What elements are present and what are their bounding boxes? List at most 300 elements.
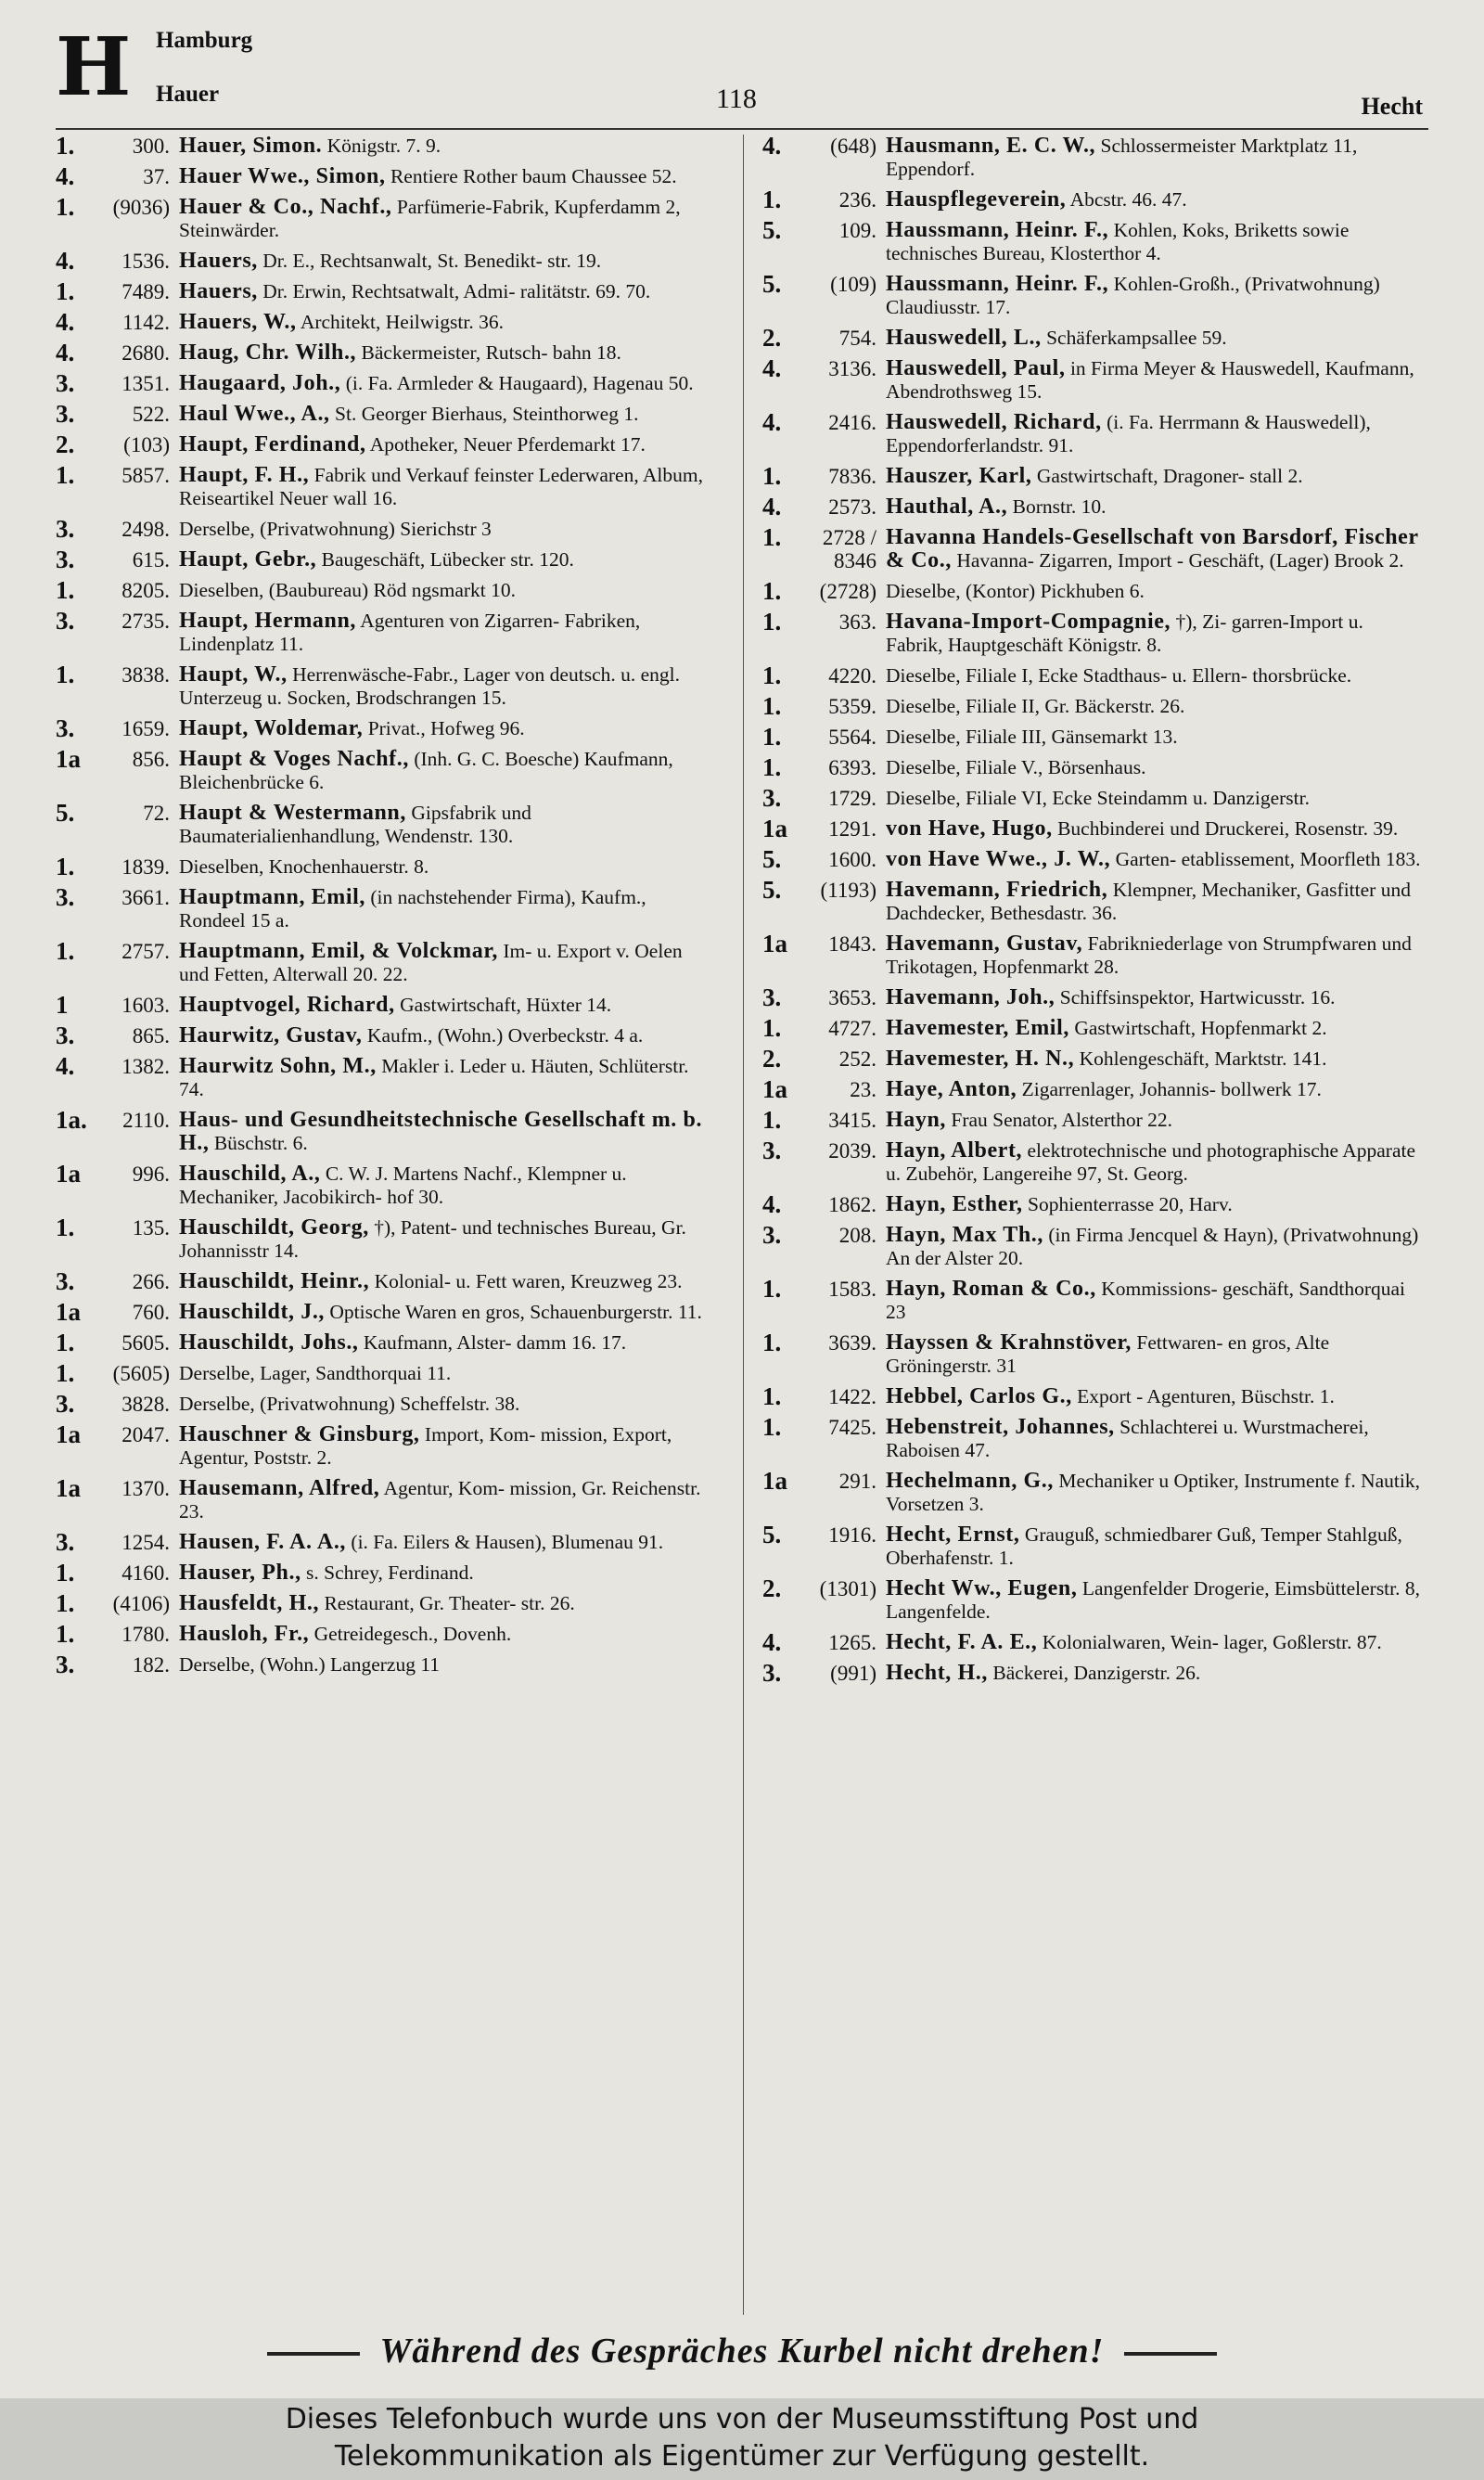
entry-text (179, 1477, 714, 1523)
exchange-code: 3. (56, 515, 75, 543)
phone-number: 1254. (122, 1531, 170, 1554)
right-column (762, 132, 1421, 2315)
phone-number: 865. (132, 1024, 170, 1047)
subscriber-name: Haupt, Ferdinand, (179, 432, 366, 456)
exchange-code: 5. (762, 845, 782, 873)
phone-number: 1382. (122, 1055, 170, 1078)
listing-entry (762, 1467, 1421, 1516)
exchange-code: 1. (56, 1214, 75, 1241)
listing-entry (762, 932, 1421, 979)
listing-entry (56, 1359, 714, 1387)
listing-entry (56, 308, 714, 336)
entry-text (886, 1331, 1421, 1378)
exchange-code: 1a (762, 1075, 787, 1103)
phone-number: 3136. (828, 357, 876, 380)
exchange-code: 1. (56, 937, 75, 965)
listing-entry (56, 1298, 714, 1326)
exchange-code: 3. (762, 784, 782, 812)
listing-entry (762, 462, 1421, 490)
phone-number: 1603. (122, 994, 170, 1017)
listing-entry (762, 354, 1421, 404)
entry-text (886, 495, 1421, 519)
entry-text (179, 1331, 714, 1355)
entry-text (179, 1301, 714, 1324)
phone-number: 5605. (122, 1331, 170, 1355)
listing-entry (762, 1106, 1421, 1134)
entry-text (886, 1523, 1421, 1570)
caption-line-2: Telekommunikation als Eigentümer zur Verfügung gestellt. (334, 2440, 1150, 2473)
entry-text (886, 1047, 1421, 1071)
subscriber-name: Haussmann, Heinr. F., (886, 218, 1109, 242)
exchange-code: 1. (56, 1359, 75, 1387)
listing-entry (56, 799, 714, 848)
phone-number: 1142. (122, 311, 170, 334)
entry-text (179, 518, 714, 541)
entry-text (179, 1623, 714, 1646)
exchange-code: 1a. (56, 1106, 87, 1134)
subscriber-name: Hauschildt, Heinr., (179, 1269, 370, 1293)
phone-number: 5359. (828, 695, 876, 718)
subscriber-details: (in nachstehender Firma), Kaufm., Rondeel 15 a. (179, 886, 646, 932)
subscriber-details: (in Firma Jencquel & Hayn), (Privatwohnung) An der Alster 20. (886, 1224, 1419, 1269)
exchange-code: 1. (762, 1275, 782, 1303)
subscriber-details: Langenfelder Drogerie, Eimsbüttelerstr. 8, Langenfelde. (886, 1577, 1421, 1623)
listing-entry (762, 692, 1421, 720)
entry-text (886, 135, 1421, 181)
phone-number: 291. (838, 1470, 876, 1493)
entry-text (886, 1631, 1421, 1654)
exchange-code: 1. (762, 1014, 782, 1042)
exchange-code: 1. (762, 523, 782, 551)
exchange-code: 5. (762, 876, 782, 904)
phone-number: 754. (838, 327, 876, 350)
exchange-code: 1. (762, 577, 782, 605)
subscriber-name: Hauschildt, Johs., (179, 1330, 359, 1355)
entry-text (179, 1531, 714, 1554)
listing-entry (56, 461, 714, 510)
listing-entry (56, 548, 714, 572)
phone-number: 3415. (828, 1109, 876, 1132)
entry-text (179, 1393, 714, 1416)
phone-number: (648) (830, 135, 876, 158)
entry-text (179, 1055, 714, 1101)
listing-entry (56, 132, 714, 160)
exchange-code: 3. (762, 1221, 782, 1249)
phone-number: 2735. (122, 610, 170, 633)
subscriber-details: Zigarrenlager, Johannis- bollwerk 17. (1017, 1078, 1322, 1100)
subscriber-name: Haupt & Westermann, (179, 801, 406, 825)
exchange-code: 1. (762, 1329, 782, 1356)
listing-entry (56, 1390, 714, 1418)
subscriber-details: Dieselben, (Baubureau) Röd ngsmarkt 10. (179, 579, 517, 601)
subscriber-details: Büschstr. 6. (209, 1132, 308, 1154)
entry-text (179, 341, 714, 365)
phone-number: (103) (123, 433, 170, 456)
listing-entry (762, 723, 1421, 751)
listing-entry (762, 784, 1421, 812)
exchange-code: 2. (762, 324, 782, 352)
exchange-code: 1a (56, 745, 81, 773)
exchange-code: 1. (762, 662, 782, 689)
listing-entry (56, 1331, 714, 1355)
phone-number: 7425. (828, 1416, 876, 1439)
subscriber-details: Kohlengeschäft, Marktstr. 141. (1074, 1047, 1327, 1070)
subscriber-details: Dieselbe, (Kontor) Pickhuben 6. (886, 580, 1145, 602)
entry-text (886, 327, 1421, 350)
listing-entry (762, 188, 1421, 212)
phone-number: 266. (132, 1270, 170, 1293)
entry-text (179, 1216, 714, 1263)
subscriber-name: Hauschner & Ginsburg, (179, 1422, 420, 1446)
listing-entry (762, 408, 1421, 457)
exchange-code: 2. (762, 1045, 782, 1073)
subscriber-name: Haupt, Gebr., (179, 547, 317, 572)
phone-number: 8205. (122, 579, 170, 602)
footer-rule-right (1124, 2352, 1217, 2356)
subscriber-details: Schlossermeister Marktplatz 11, Eppendorf. (886, 135, 1358, 180)
entry-text (886, 1662, 1421, 1685)
subscriber-name: Havana-Import-Compagnie, (886, 610, 1171, 634)
subscriber-name: Hecht, Ernst, (886, 1523, 1020, 1547)
listing-entry (762, 1628, 1421, 1656)
exchange-code: 1a (56, 1298, 81, 1326)
listing-entry (762, 753, 1421, 781)
entry-text (179, 250, 714, 273)
subscriber-details: elektrotechnische und photographische Apparate u. Zubehör, Langereihe 97, St. Georg. (886, 1139, 1416, 1185)
subscriber-name: Hausmann, E. C. W., (886, 134, 1096, 158)
phone-number: 996. (132, 1163, 170, 1186)
phone-number: 7836. (828, 465, 876, 488)
entry-text (886, 1078, 1421, 1101)
entry-text (886, 526, 1421, 572)
subscriber-details: s. Schrey, Ferdinand. (301, 1561, 474, 1584)
phone-number: 182. (132, 1653, 170, 1677)
listing-entry (56, 1267, 714, 1295)
exchange-code: 1a (762, 815, 787, 842)
listing-entry (762, 270, 1421, 319)
phone-number: 236. (838, 188, 876, 212)
listing-columns (56, 132, 1428, 2315)
subscriber-name: Havemann, Friedrich, (886, 878, 1108, 902)
phone-number: 5564. (828, 726, 876, 749)
footer-slogan-line (0, 2331, 1484, 2371)
exchange-code: 3. (56, 1651, 75, 1678)
exchange-code: 5. (56, 799, 75, 827)
listing-entry (762, 216, 1421, 265)
subscriber-details: Schlachterei u. Wurstmacherei, Raboisen 47. (886, 1416, 1369, 1461)
listing-entry (762, 845, 1421, 873)
subscriber-name: Haussmann, Heinr. F., (886, 272, 1109, 296)
subscriber-details: Dr. Erwin, Rechtsatwalt, Admi- ralitätstr. 69. 70. (257, 280, 651, 302)
exchange-code: 1. (56, 1329, 75, 1356)
phone-number: (4106) (112, 1592, 170, 1615)
entry-text (179, 433, 714, 456)
phone-number: (991) (830, 1662, 876, 1685)
entry-text (179, 940, 714, 986)
listing-entry (762, 1659, 1421, 1687)
phone-number: 300. (132, 135, 170, 158)
subscriber-name: Hauspflegeverein, (886, 187, 1067, 212)
subscriber-name: Hecht Ww., Eugen, (886, 1576, 1078, 1600)
entry-text (886, 219, 1421, 265)
entry-text (886, 817, 1421, 841)
entry-text (179, 610, 714, 656)
subscriber-details: St. Georger Bierhaus, Steinthorweg 1. (329, 403, 639, 425)
subscriber-name: Hauers, W., (179, 310, 297, 334)
exchange-code: 1. (762, 692, 782, 720)
section-letter: H (56, 20, 132, 114)
subscriber-details: in Firma Meyer & Hauswedell, Kaufmann, Abendrothsweg 15. (886, 357, 1414, 403)
subscriber-details: Agenturen von Zigarren- Fabriken, Lindenplatz 11. (179, 610, 641, 655)
subscriber-name: Hauszer, Karl, (886, 464, 1032, 488)
exchange-code: 4. (56, 1052, 75, 1080)
exchange-code: 3. (56, 1022, 75, 1049)
subscriber-details: Dieselbe, Filiale I, Ecke Stadthaus- u. Ellern- thorsbrücke. (886, 664, 1352, 687)
exchange-code: 1. (56, 853, 75, 880)
entry-text (179, 663, 714, 710)
listing-entry (56, 1216, 714, 1263)
listing-entry (56, 1106, 714, 1155)
subscriber-name: Haupt, Woldemar, (179, 716, 364, 740)
phone-number: 3639. (828, 1331, 876, 1355)
subscriber-name: Haus- und Gesundheitstechnische Gesellschaft m. b. H., (179, 1108, 703, 1155)
listing-entry (56, 430, 714, 458)
exchange-code: 4. (762, 1628, 782, 1656)
entry-text (886, 273, 1421, 319)
subscriber-name: Havemester, Emil, (886, 1016, 1069, 1040)
entry-text (179, 579, 714, 602)
phone-number: 2416. (828, 411, 876, 434)
exchange-code: 1a (762, 1467, 787, 1495)
listing-entry (56, 576, 714, 604)
listing-entry (56, 1589, 714, 1617)
listing-entry (56, 369, 714, 397)
archive-caption (0, 2401, 1484, 2475)
entry-text (179, 403, 714, 426)
exchange-code: 3. (56, 546, 75, 573)
left-column (56, 132, 714, 2315)
subscriber-details: Dieselben, Knochenhauerstr. 8. (179, 855, 429, 878)
subscriber-details: Baugeschäft, Lübecker str. 120. (316, 548, 574, 571)
exchange-code: 1 (56, 991, 69, 1019)
exchange-code: 1. (56, 1559, 75, 1587)
subscriber-details: Apotheker, Neuer Pferdemarkt 17. (365, 433, 646, 456)
exchange-code: 3. (762, 983, 782, 1011)
entry-text (179, 1270, 714, 1293)
entry-text (886, 695, 1421, 718)
exchange-code: 1. (56, 132, 75, 160)
exchange-code: 3. (56, 400, 75, 428)
listing-entry (762, 1221, 1421, 1270)
subscriber-name: Haye, Anton, (886, 1077, 1017, 1101)
entry-text (886, 879, 1421, 925)
entry-text (886, 756, 1421, 779)
exchange-code: 4. (762, 408, 782, 436)
phone-number: 1659. (122, 717, 170, 740)
subscriber-details: Kolonialwaren, Wein- lager, Goßlerstr. 87. (1037, 1631, 1382, 1653)
subscriber-name: von Have Wwe., J. W., (886, 847, 1111, 871)
exchange-code: 1. (762, 1413, 782, 1441)
listing-entry (56, 937, 714, 986)
entry-text (179, 1024, 714, 1047)
listing-entry (56, 162, 714, 190)
phone-number: 1839. (122, 855, 170, 879)
phone-number: 4160. (122, 1561, 170, 1585)
phone-number: (5605) (112, 1362, 170, 1385)
phone-number: (2728) (819, 580, 876, 603)
phone-number: 3838. (122, 663, 170, 687)
entry-text (886, 726, 1421, 749)
exchange-code: 3. (56, 1528, 75, 1556)
exchange-code: 3. (56, 714, 75, 742)
phone-number: 1265. (828, 1631, 876, 1654)
subscriber-details: Getreidegesch., Dovenh. (309, 1623, 512, 1645)
exchange-code: 1a (56, 1160, 81, 1188)
subscriber-name: Haupt, W., (179, 662, 288, 687)
subscriber-name: Hauers, (179, 249, 258, 273)
subscriber-name: Hauschild, A., (179, 1162, 321, 1186)
listing-entry (762, 1047, 1421, 1071)
subscriber-details: Fabrik und Verkauf feinster Lederwaren, Album, Reiseartikel Neuer wall 16. (179, 464, 703, 509)
listing-entry (762, 1275, 1421, 1324)
phone-number: (109) (830, 273, 876, 296)
subscriber-name: von Have, Hugo, (886, 816, 1053, 841)
listing-entry (762, 1331, 1421, 1378)
subscriber-name: Havemann, Joh., (886, 985, 1055, 1009)
phone-number: (1301) (819, 1577, 876, 1600)
subscriber-name: Hauswedell, L., (886, 326, 1042, 350)
subscriber-name: Haurwitz Sohn, M., (179, 1054, 377, 1078)
subscriber-details: Garten- etablissement, Moorfleth 183. (1110, 848, 1421, 870)
listing-entry (56, 247, 714, 275)
subscriber-details: Optische Waren en gros, Schauenburgerstr. 11. (325, 1301, 702, 1323)
entry-text (179, 1109, 714, 1155)
phone-number: 856. (132, 748, 170, 771)
subscriber-details: Import, Kom- mission, Export, Agentur, Poststr. 2. (179, 1423, 672, 1469)
subscriber-name: Hechelmann, G., (886, 1469, 1054, 1493)
phone-number: 2573. (828, 495, 876, 519)
subscriber-details: †), Zi- garren-Import u. Fabrik, Hauptgeschäft Königstr. 8. (886, 610, 1363, 656)
entry-text (179, 196, 714, 242)
exchange-code: 3. (56, 369, 75, 397)
city-name: Hamburg (156, 28, 253, 53)
listing-entry (56, 193, 714, 242)
phone-number: 2728 / 8346 (822, 526, 876, 572)
entry-text (886, 986, 1421, 1009)
listing-entry (56, 1653, 714, 1677)
phone-number: 5857. (122, 464, 170, 487)
subscriber-name: Hauthal, A., (886, 495, 1008, 519)
entry-text (886, 1017, 1421, 1040)
subscriber-details: Schiffsinspektor, Hartwicusstr. 16. (1055, 986, 1336, 1009)
subscriber-name: Hayn, Albert, (886, 1138, 1023, 1163)
phone-number: 2047. (122, 1423, 170, 1446)
subscriber-details: Klempner, Mechaniker, Gasfitter und Dachdecker, Bethesdastr. 36. (886, 879, 1411, 924)
subscriber-name: Haupt, F. H., (179, 463, 310, 487)
entry-text (179, 135, 714, 158)
phone-number: 135. (132, 1216, 170, 1240)
exchange-code: 1. (762, 1106, 782, 1134)
subscriber-name: Hecht, H., (886, 1661, 988, 1685)
listing-entry (56, 991, 714, 1019)
subscriber-details: Derselbe, (Privatwohnung) Scheffelstr. 38. (179, 1393, 520, 1415)
subscriber-name: Hauptmann, Emil, (179, 885, 365, 909)
phone-number: 760. (132, 1301, 170, 1324)
subscriber-details: Derselbe, (Privatwohnung) Sierichstr 3 (179, 518, 492, 540)
listing-entry (762, 577, 1421, 605)
phone-number: 37. (143, 165, 170, 188)
entry-text (179, 855, 714, 879)
entry-text (179, 748, 714, 794)
subscriber-details: Königstr. 7. 9. (322, 135, 441, 157)
listing-entry (56, 607, 714, 656)
phone-number: 363. (838, 610, 876, 634)
exchange-code: 4. (762, 132, 782, 160)
exchange-code: 1. (762, 753, 782, 781)
subscriber-name: Hecht, F. A. E., (886, 1630, 1038, 1654)
subscriber-details: Export - Agenturen, Büschstr. 1. (1071, 1385, 1335, 1407)
subscriber-details: Parfümerie-Fabrik, Kupferdamm 2, Steinwärder. (179, 196, 681, 241)
listing-entry (56, 400, 714, 428)
entry-text (179, 886, 714, 932)
exchange-code: 1. (56, 461, 75, 489)
listing-entry (762, 1190, 1421, 1218)
exchange-code: 1. (762, 723, 782, 751)
subscriber-details: Fabrikniederlage von Strumpfwaren und Trikotagen, Hopfenmarkt 28. (886, 932, 1412, 978)
subscriber-details: Gastwirtschaft, Dragoner- stall 2. (1031, 465, 1303, 487)
subscriber-name: Hausloh, Fr., (179, 1622, 310, 1646)
exchange-code: 3. (762, 1137, 782, 1164)
subscriber-name: Haurwitz, Gustav, (179, 1023, 363, 1047)
phone-number: 615. (132, 548, 170, 572)
subscriber-details: Havanna- Zigarren, Import - Geschäft, (Lager) Brook 2. (951, 549, 1404, 572)
listing-entry (762, 610, 1421, 657)
entry-text (886, 610, 1421, 657)
phone-number: 1351. (122, 372, 170, 395)
listing-entry (762, 664, 1421, 687)
subscriber-details: Bäckerei, Danzigerstr. 26. (987, 1662, 1201, 1684)
exchange-code: 1. (56, 661, 75, 688)
entry-text (886, 188, 1421, 212)
entry-text (179, 165, 714, 188)
entry-text (886, 357, 1421, 404)
footer-slogan: Während des Gespräches Kurbel nicht drehen! (379, 2332, 1105, 2371)
subscriber-details: (i. Fa. Armleder & Haugaard), Hagenau 50. (340, 372, 694, 394)
phone-number: 1583. (828, 1278, 876, 1301)
subscriber-details: Kohlen, Koks, Briketts sowie technisches Bureau, Klosterthor 4. (886, 219, 1350, 264)
subscriber-name: Hayn, Roman & Co., (886, 1277, 1096, 1301)
entry-text (179, 311, 714, 334)
subscriber-details: Architekt, Heilwigstr. 36. (296, 311, 504, 333)
phone-number: 1536. (122, 250, 170, 273)
exchange-code: 4. (56, 247, 75, 275)
subscriber-details: Dieselbe, Filiale V., Börsenhaus. (886, 756, 1146, 778)
subscriber-name: Haugaard, Joh., (179, 371, 341, 395)
page-number: 118 (716, 84, 757, 114)
subscriber-name: Hauptvogel, Richard, (179, 993, 395, 1017)
entry-text (886, 580, 1421, 603)
entry-text (886, 1278, 1421, 1324)
footer-rule-left (267, 2352, 360, 2356)
subscriber-name: Hebbel, Carlos G., (886, 1384, 1072, 1408)
listing-entry (56, 1160, 714, 1209)
listing-entry (56, 1052, 714, 1101)
entry-text (886, 1577, 1421, 1624)
exchange-code: 3. (56, 1267, 75, 1295)
entry-text (886, 664, 1421, 687)
listing-entry (56, 341, 714, 365)
phone-number: 2039. (828, 1139, 876, 1163)
